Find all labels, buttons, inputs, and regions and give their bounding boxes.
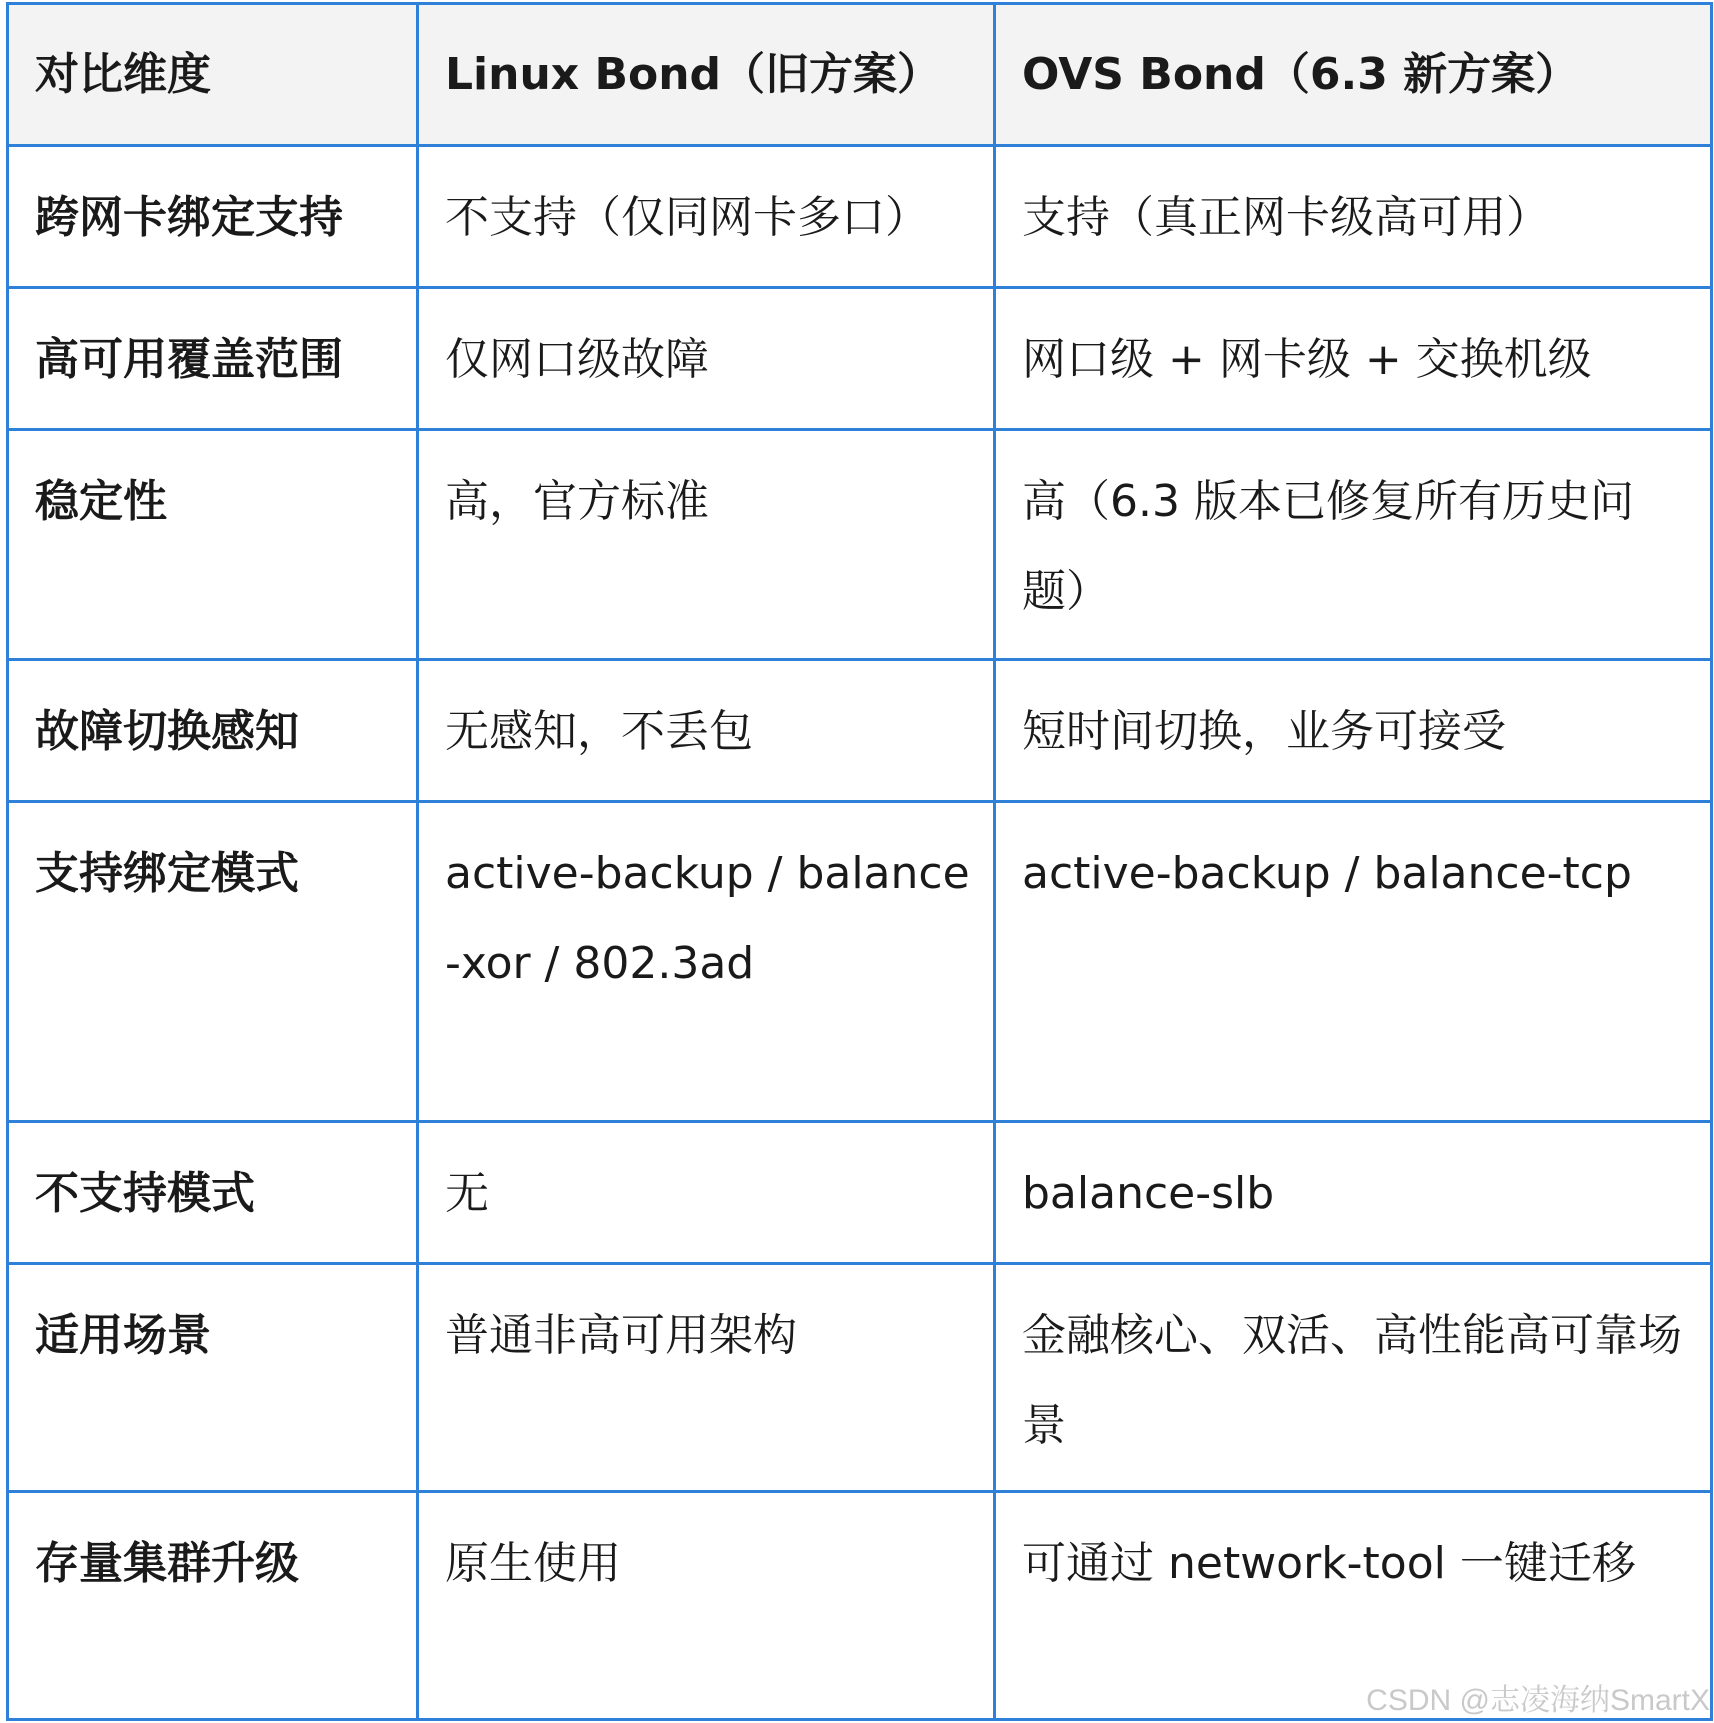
table-row bbox=[8, 1264, 1712, 1492]
row-new-value: balance-slb bbox=[995, 1122, 1712, 1264]
row-old-value: 原生使用 bbox=[418, 1492, 995, 1720]
row-new-value: 高（6.3 版本已修复所有历史问题） bbox=[995, 430, 1712, 660]
table-row bbox=[8, 802, 1712, 1122]
table-row bbox=[8, 660, 1712, 802]
row-dimension: 存量集群升级 bbox=[8, 1492, 418, 1720]
table-row bbox=[8, 430, 1712, 660]
row-dimension: 故障切换感知 bbox=[8, 660, 418, 802]
row-old-value: 无感知，不丢包 bbox=[418, 660, 995, 802]
comparison-table bbox=[6, 2, 1713, 1721]
row-dimension: 高可用覆盖范围 bbox=[8, 288, 418, 430]
row-old-value: 普通非高可用架构 bbox=[418, 1264, 995, 1492]
table-row bbox=[8, 1122, 1712, 1264]
row-dimension: 适用场景 bbox=[8, 1264, 418, 1492]
row-dimension: 稳定性 bbox=[8, 430, 418, 660]
row-new-value: 短时间切换，业务可接受 bbox=[995, 660, 1712, 802]
row-new-value: active-backup / balance-tcp bbox=[995, 802, 1712, 1122]
table-header-row bbox=[8, 4, 1712, 146]
header-new-scheme: OVS Bond（6.3 新方案） bbox=[995, 4, 1712, 146]
row-old-value: 不支持（仅同网卡多口） bbox=[418, 146, 995, 288]
table-row bbox=[8, 288, 1712, 430]
watermark-text: CSDN @志凌海纳SmartX bbox=[1366, 1684, 1710, 1717]
row-old-value: 仅网口级故障 bbox=[418, 288, 995, 430]
row-new-value: 网口级 + 网卡级 + 交换机级 bbox=[995, 288, 1712, 430]
row-dimension: 支持绑定模式 bbox=[8, 802, 418, 1122]
row-dimension: 跨网卡绑定支持 bbox=[8, 146, 418, 288]
header-old-scheme: Linux Bond（旧方案） bbox=[418, 4, 995, 146]
row-old-value: active-backup / balance-xor / 802.3ad bbox=[418, 802, 995, 1122]
row-old-value: 无 bbox=[418, 1122, 995, 1264]
row-old-value: 高，官方标准 bbox=[418, 430, 995, 660]
row-new-value: 金融核心、双活、高性能高可靠场景 bbox=[995, 1264, 1712, 1492]
header-dimension: 对比维度 bbox=[8, 4, 418, 146]
row-new-value: 支持（真正网卡级高可用） bbox=[995, 146, 1712, 288]
table-row bbox=[8, 146, 1712, 288]
row-new-value: 可通过 network-tool 一键迁移 bbox=[995, 1492, 1712, 1720]
row-dimension: 不支持模式 bbox=[8, 1122, 418, 1264]
